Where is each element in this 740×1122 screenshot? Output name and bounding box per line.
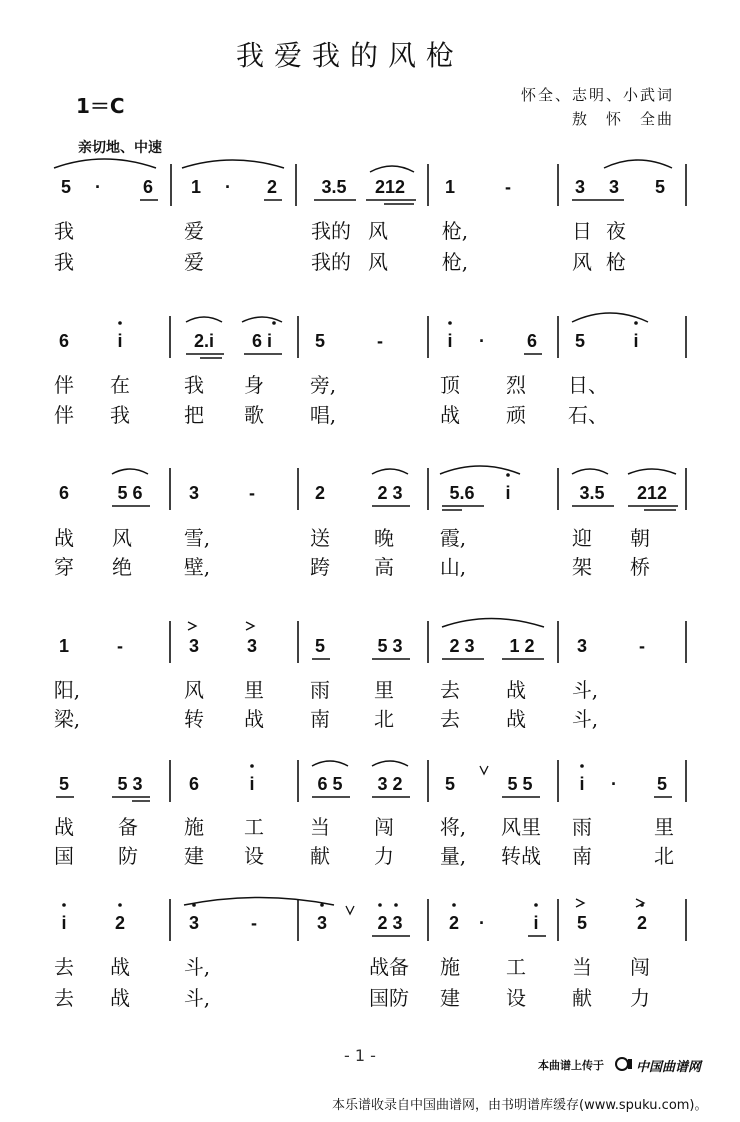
lyric: 爱 [184,219,204,243]
note: 5 6 [117,483,143,503]
lyric: 穿 [54,555,74,579]
lyric: 北 [374,707,394,731]
lyric: 量, [439,844,467,868]
lyric: 南 [310,707,330,731]
octave-dot [118,321,122,325]
note: i [249,774,255,794]
lyric: 我的 [311,250,351,274]
slur [312,761,348,766]
note: - [117,636,123,656]
lyric: 枪 [606,250,626,274]
slur [370,166,414,172]
note: 6 [58,331,69,351]
lyric: 夜 [606,219,626,243]
note: 5 [654,177,665,197]
lyric: 设 [244,844,264,868]
lyric: 日、 [568,373,608,397]
note: 212 [374,177,406,197]
note: 3.5 [579,483,605,503]
octave-dot [506,473,510,477]
note: - [377,331,383,351]
lyric: 献 [572,986,592,1010]
octave-dot [394,903,398,907]
lyric: 斗, [183,955,211,979]
lyric: 晚 [374,526,394,550]
slur [440,466,520,474]
lyric: 绝 [112,555,132,579]
note: 1 2 [509,636,535,656]
lyric: 南 [572,844,592,868]
note: 5 5 [507,774,533,794]
lyric: 雨 [572,815,592,839]
octave-dot [250,764,254,768]
lyric: 山, [439,555,467,579]
tempo-marking: 亲切地、中速 [78,140,162,156]
lyric: 桥 [630,555,650,579]
note: 5 [58,774,69,794]
lyric: 转战 [501,844,541,868]
note: 5 [314,331,325,351]
note: 5 [576,913,587,933]
lyric: 我的 [311,219,351,243]
lyric: 战 [506,707,526,731]
lyric: 阳, [53,678,81,702]
note: i [533,913,539,933]
lyric: 烈 [506,373,526,397]
lyric: 跨 [310,555,330,579]
lyric: 防 [118,844,138,868]
lyric: 石、 [568,403,608,427]
lyric: 旁, [309,373,337,397]
lyric: 战 [54,526,74,550]
note: 5 3 [117,774,143,794]
accent-mark [188,622,196,630]
note: · [225,177,231,197]
lyric: 梁, [53,707,81,731]
octave-dot [580,764,584,768]
lyric: 力 [630,986,650,1010]
lyric: 风 [184,678,204,702]
note: 2 3 [449,636,475,656]
lyric: 伴 [54,403,74,427]
lyric: 战 [244,707,264,731]
note: 5 [656,774,667,794]
note: 5 [444,774,455,794]
lyric: 朝 [630,526,650,550]
lyricist-credit: 怀全、志明、小武词 [520,86,674,104]
note: - [251,913,257,933]
lyric: 风里 [501,815,541,839]
octave-dot [534,903,538,907]
note: i [579,774,585,794]
octave-dot [272,321,276,325]
octave-dot [118,903,122,907]
lyric: 献 [310,844,330,868]
note: i [447,331,453,351]
lyric: 枪, [441,250,469,274]
lyric: 爱 [184,250,204,274]
slur [372,469,408,474]
lyric: 里 [654,815,674,839]
slur [112,469,148,474]
lyric: 战 [506,678,526,702]
upload-note: 本曲谱上传于 [538,1059,604,1072]
note: 3 [576,636,587,656]
slur [628,469,676,474]
source-note: 本乐谱收录自中国曲谱网，由书明谱库缓存(www.spuku.com)。 [332,1098,708,1113]
lyric: 战 [110,955,130,979]
note: · [611,774,617,794]
note: 2 [114,913,125,933]
lyric: 备 [118,815,138,839]
slur [442,619,544,628]
note: i [505,483,511,503]
note: 2 [266,177,277,197]
lyric: 风 [368,250,388,274]
lyric: 斗, [183,986,211,1010]
lyric: 架 [572,555,592,579]
page-number: - 1 - [344,1046,376,1065]
note: 6 [188,774,199,794]
note: i [61,913,67,933]
note: 5 3 [377,636,403,656]
note: - [249,483,255,503]
note: 3 [608,177,619,197]
note: 2 [314,483,325,503]
breath-mark [480,766,488,774]
note: 2 3 [377,913,403,933]
slur [54,159,156,168]
note: 6 5 [317,774,343,794]
site-name[interactable]: 中国曲谱网 [636,1060,702,1075]
slur [372,761,408,766]
slur [182,160,284,168]
lyric: 战 [110,986,130,1010]
lyric: 国防 [369,986,409,1010]
lyric: 枪, [441,219,469,243]
lyric: 里 [374,678,394,702]
lyric: 雪, [183,526,211,550]
lyric: 斗, [571,678,599,702]
note: 5 [60,177,71,197]
accent-mark [576,899,584,907]
lyric: 工 [244,815,264,839]
lyric: 伴 [54,373,74,397]
note: 3 [188,636,199,656]
note: 3 [188,913,199,933]
lyric: 当 [572,955,592,979]
slur [604,160,672,168]
note: 3 [188,483,199,503]
slur [242,317,282,322]
lyric: 风 [572,250,592,274]
octave-dot [192,903,196,907]
note: - [639,636,645,656]
slur [184,898,334,906]
note: · [479,331,485,351]
accent-mark [246,622,254,630]
note: 5 [574,331,585,351]
lyric: 施 [440,955,460,979]
lyric: 北 [654,844,674,868]
lyric: 我 [54,250,74,274]
lyric: 建 [184,844,204,868]
note: i [633,331,639,351]
lyric: 我 [54,219,74,243]
note: · [479,913,485,933]
note: 2 3 [377,483,403,503]
lyric: 闯 [374,815,394,839]
note: 1 [58,636,69,656]
lyric: 设 [506,986,526,1010]
lyric: 送 [310,526,330,550]
note: 5.6 [449,483,475,503]
lyric: 高 [374,555,394,579]
lyric: 在 [110,373,130,397]
note: 2 [448,913,459,933]
octave-dot [448,321,452,325]
lyric: 战备 [369,955,409,979]
octave-dot [378,903,382,907]
note: 6 [58,483,69,503]
lyric: 里 [244,678,264,702]
lyric: 雨 [310,678,330,702]
lyric: 建 [440,986,460,1010]
note: 2 [636,913,647,933]
note: 6 [142,177,153,197]
note: 1 [190,177,201,197]
lyric: 斗, [571,707,599,731]
slur [186,317,222,322]
note: 3 [246,636,257,656]
lyric: 我 [110,403,130,427]
note: 3 [316,913,327,933]
note: i [117,331,123,351]
lyric: 风 [368,219,388,243]
key-signature: 1＝C [76,94,125,118]
note: 3 [574,177,585,197]
composer-credit: 敖 怀 全曲 [571,110,674,128]
note: 3.5 [321,177,347,197]
lyric: 去 [54,955,74,979]
lyric: 身 [244,373,264,397]
note: - [505,177,511,197]
slur [572,313,648,322]
lyric: 战 [54,815,74,839]
lyric: 工 [506,955,526,979]
slur [572,469,608,474]
note: 3 2 [377,774,403,794]
lyric: 施 [184,815,204,839]
note: · [95,177,101,197]
note: 5 [314,636,325,656]
lyric: 力 [374,844,394,868]
lyric: 去 [54,986,74,1010]
lyric: 顽 [506,403,526,427]
lyric: 当 [310,815,330,839]
lyric: 战 [440,403,460,427]
lyric: 歌 [244,403,264,427]
octave-dot [452,903,456,907]
lyric: 将, [439,815,467,839]
octave-dot [634,321,638,325]
lyric: 去 [440,678,460,702]
lyric: 唱, [309,403,337,427]
note: 2.i [193,331,214,351]
lyric: 日 [572,219,592,243]
lyric: 风 [112,526,132,550]
lyric: 顶 [440,373,460,397]
page-title: 我爱我的风枪 [236,39,465,72]
lyric: 把 [184,403,204,427]
octave-dot [320,903,324,907]
lyric: 闯 [630,955,650,979]
octave-dot [62,903,66,907]
lyric: 壁, [183,555,211,579]
lyric: 我 [184,373,204,397]
lyric: 转 [184,707,204,731]
note: 212 [636,483,668,503]
lyric: 霞, [439,526,467,550]
breath-mark [346,906,354,914]
note: 1 [444,177,455,197]
note: 6 i [251,331,272,351]
lyric: 去 [440,707,460,731]
site-logo-icon [616,1058,632,1070]
lyric: 迎 [572,526,592,550]
note: 6 [526,331,537,351]
lyric: 国 [54,844,74,868]
